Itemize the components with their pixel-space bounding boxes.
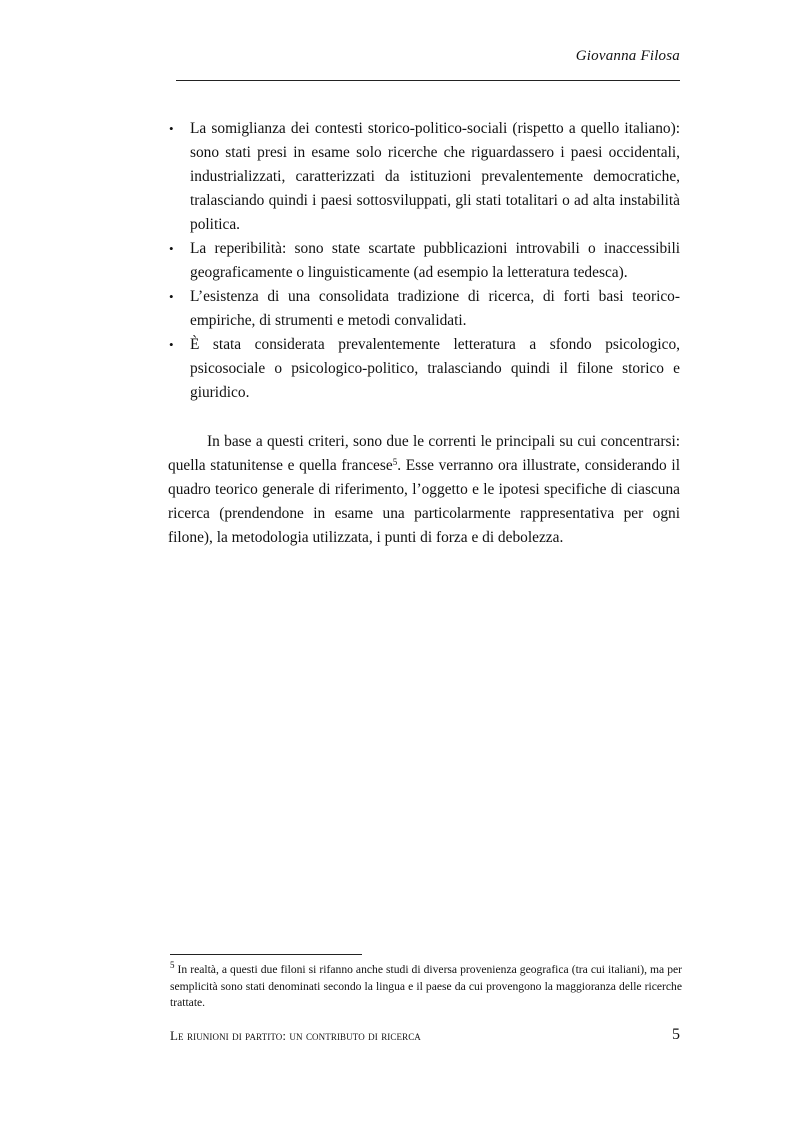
main-text [168,117,680,565]
bullet-icon: • [169,337,174,352]
list-item [168,285,680,333]
list-item-text: La somiglianza dei contesti storico-politico-sociali (rispetto a quello italiano): sono stati presi in esame solo ricerche che riguardassero i paesi occidentali, industrializzati, caratterizzati da istituzioni prevalentemente democratiche, tralasciando quindi i paesi sottosviluppati, gli stati totalitari o ad alta instabilità politica. [190,120,680,233]
body-paragraph [168,430,680,550]
footnote-rule [170,954,362,955]
paragraph-text-continued: . Esse verranno ora illustrate, considerando il quadro teorico generale di riferimento, l’oggetto e le ipotesi specifiche di ciascuna ricerca (prendendone in esame una particolarmente rappresentativa per ogni filone), la metodologia utilizzata, i punti di forza e di debolezza. [168,457,680,546]
list-item-text: L’esistenza di una consolidata tradizione di ricerca, di forti basi teorico-empiriche, di strumenti e metodi convalidati. [190,288,680,329]
running-footer-title: Le riunioni di partito: un contributo di ricerca [170,1028,421,1043]
footnote [170,962,682,1012]
list-item [168,237,680,285]
footnote-text: In realtà, a questi due filoni si rifanno anche studi di diversa provenienza geografica (tra cui italiani), ma per semplicità sono stati denominati secondo la lingua e il paese da cui provengono la maggioranza delle ricerche trattate. [170,963,682,1009]
page-number: 5 [672,1026,680,1043]
list-item-text: È stata considerata prevalentemente letteratura a sfondo psicologico, psicosociale o psicologico-politico, tralasciando quindi il filone storico e giuridico. [190,336,680,401]
list-item-text: La reperibilità: sono state scartate pubblicazioni introvabili o inaccessibili geograficamente o linguisticamente (ad esempio la letteratura tedesca). [190,240,680,281]
list-item [168,333,680,405]
list-item [168,117,680,237]
header-rule [176,80,680,81]
bullet-icon: • [169,121,174,136]
criteria-list [168,117,680,405]
running-header-author: Giovanna Filosa [575,48,680,64]
bullet-icon: • [169,241,174,256]
paragraph-text: In base a questi criteri, sono due le correnti le principali su cui concentrarsi: quella statunitense e quella francese [168,433,680,474]
footnote-number: 5 [170,960,175,970]
bullet-icon: • [169,289,174,304]
footnote-reference[interactable]: 5 [392,457,398,467]
